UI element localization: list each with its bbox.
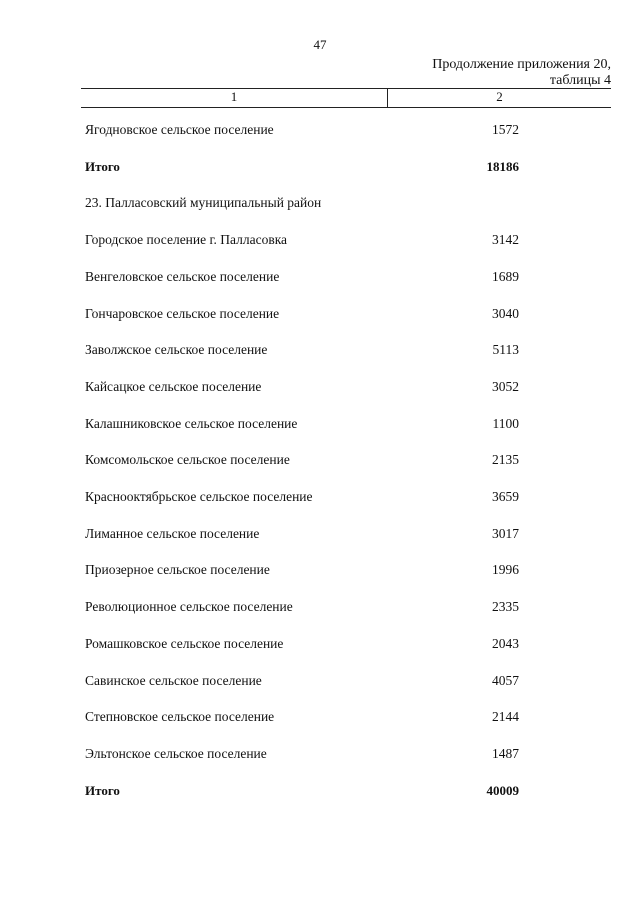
settlement-value: 2043 [492, 636, 519, 651]
settlement-value: 1100 [492, 416, 519, 431]
total-row [0, 783, 640, 803]
table-row [0, 379, 640, 399]
continuation-line-2: таблицы 4 [549, 73, 611, 88]
settlement-name: Комсомольское сельское поселение [85, 452, 290, 467]
table-row [0, 232, 640, 252]
settlement-name: Краснооктябрьское сельское поселение [85, 489, 313, 504]
page-number: 47 [313, 37, 327, 52]
settlement-name: Венгеловское сельское поселение [85, 269, 280, 284]
settlement-name: Калашниковское сельское поселение [85, 416, 298, 431]
total-label: Итого [85, 783, 120, 798]
settlement-value: 2135 [492, 452, 519, 467]
table-header-bottom-rule [81, 107, 611, 108]
column-header-2: 2 [496, 89, 503, 104]
settlement-value: 1487 [492, 746, 519, 761]
settlement-value: 3142 [492, 232, 519, 247]
settlement-value: 2144 [492, 709, 519, 724]
settlement-name: Степновское сельское поселение [85, 709, 275, 724]
total-value: 40009 [486, 783, 519, 798]
total-row [0, 159, 640, 179]
table-row [0, 526, 640, 546]
table-row [0, 673, 640, 693]
settlement-name: Гончаровское сельское поселение [85, 306, 280, 321]
settlement-name: Савинское сельское поселение [85, 673, 262, 688]
settlement-name: Ромашковское сельское поселение [85, 636, 284, 651]
table-row [0, 452, 640, 472]
settlement-name: Революционное сельское поселение [85, 599, 293, 614]
settlement-value: 4057 [492, 673, 519, 688]
table-row [0, 489, 640, 509]
table-row [0, 416, 640, 436]
settlement-value: 1689 [492, 269, 519, 284]
section-heading-row [0, 195, 640, 215]
total-label: Итого [85, 159, 120, 174]
section-heading: 23. Палласовский муниципальный район [85, 195, 322, 210]
settlement-value: 3659 [492, 489, 519, 504]
settlement-name: Эльтонское сельское поселение [85, 746, 267, 761]
settlement-value: 1572 [492, 122, 519, 137]
settlement-value: 3052 [492, 379, 519, 394]
settlement-name: Городское поселение г. Палласовка [85, 232, 288, 247]
table-row [0, 562, 640, 582]
table-row [0, 599, 640, 619]
settlement-value: 1996 [492, 562, 519, 577]
continuation-note [432, 57, 611, 89]
continuation-line-1: Продолжение приложения 20, [432, 57, 611, 72]
total-value: 18186 [486, 159, 519, 174]
table-row [0, 709, 640, 729]
table-row [0, 122, 640, 142]
settlement-value: 5113 [492, 342, 519, 357]
table-row [0, 746, 640, 766]
settlement-name: Заволжское сельское поселение [85, 342, 268, 357]
settlement-name: Кайсацкое сельское поселение [85, 379, 262, 394]
settlement-name: Ягодновское сельское поселение [85, 122, 274, 137]
table-row [0, 269, 640, 289]
settlement-value: 2335 [492, 599, 519, 614]
table-row [0, 342, 640, 362]
settlement-name: Приозерное сельское поселение [85, 562, 270, 577]
settlement-value: 3017 [492, 526, 519, 541]
settlement-value: 3040 [492, 306, 519, 321]
column-header-1: 1 [230, 89, 238, 104]
table-row [0, 306, 640, 326]
table-row [0, 636, 640, 656]
settlement-name: Лиманное сельское поселение [85, 526, 260, 541]
